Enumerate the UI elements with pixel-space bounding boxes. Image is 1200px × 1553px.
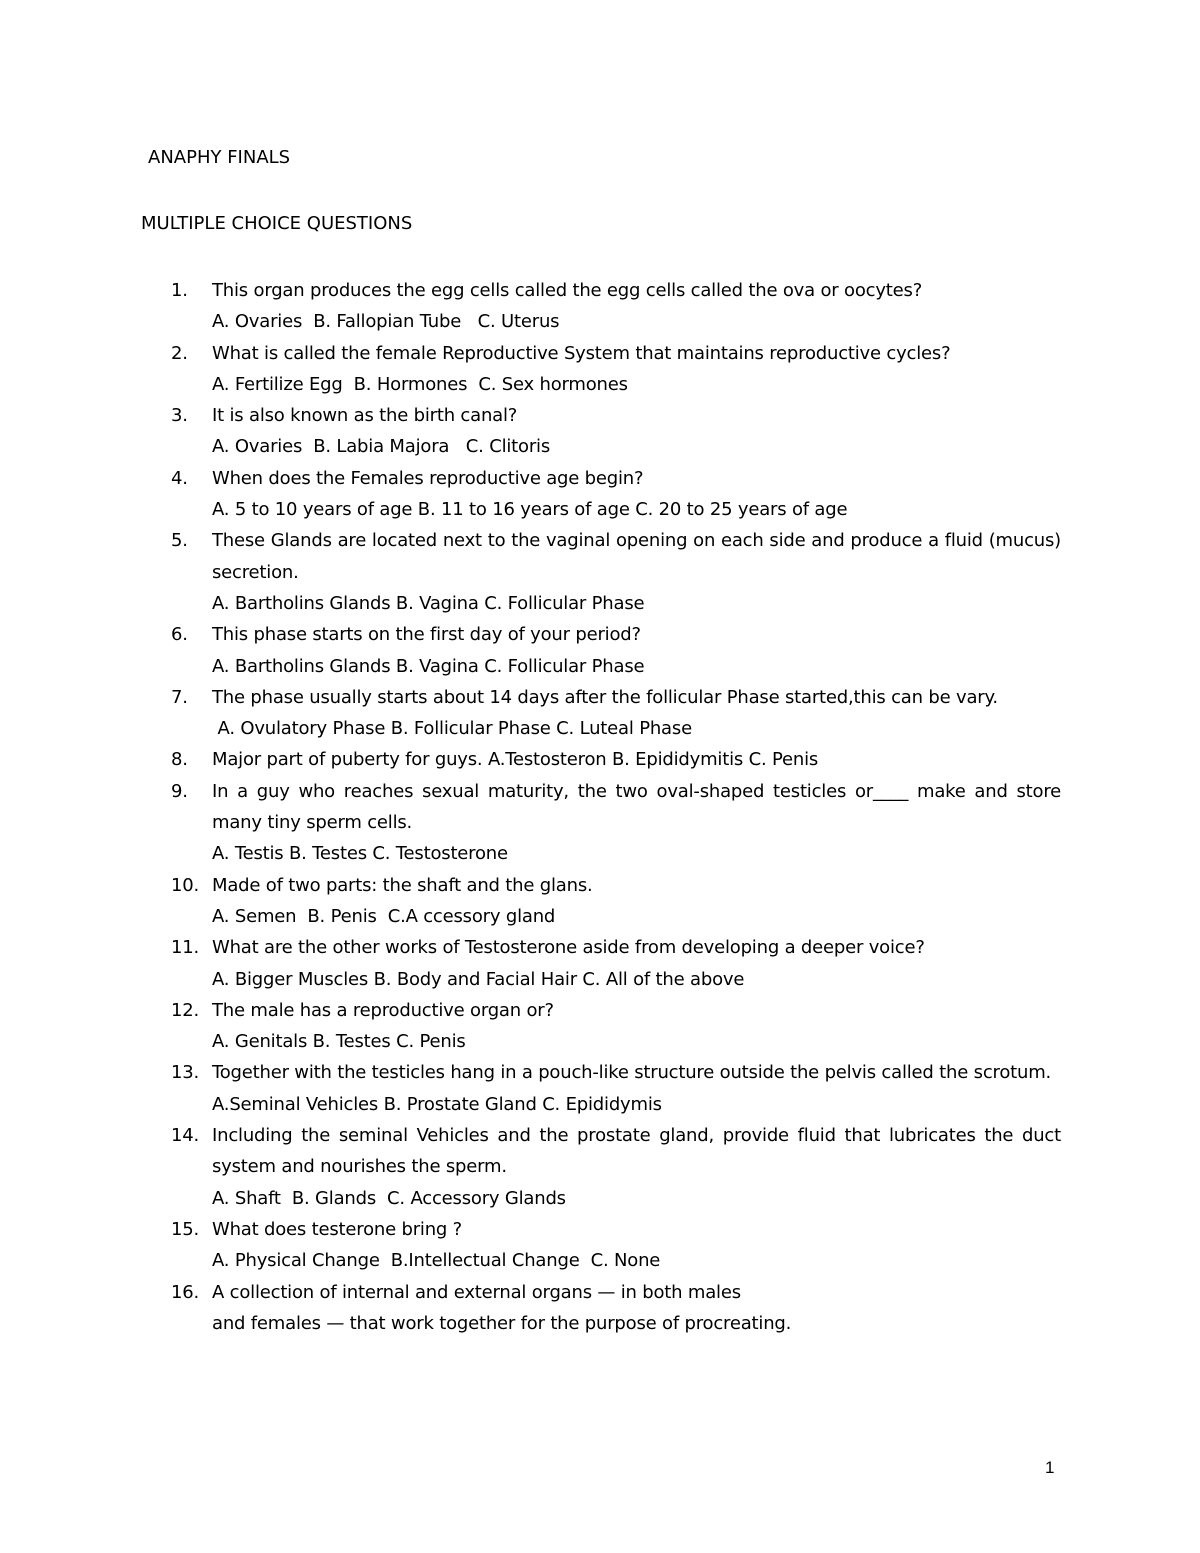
- question-text: A collection of internal and external organs — in both males: [212, 1281, 741, 1303]
- question-item: [171, 525, 1061, 619]
- question-item: [171, 744, 1061, 775]
- question-text: This phase starts on the first day of your period?: [212, 624, 641, 646]
- question-text: Made of two parts: the shaft and the glans.: [212, 874, 593, 896]
- page-number: 1: [1045, 1458, 1055, 1477]
- question-body: [212, 744, 1061, 775]
- question-body: [212, 1214, 1061, 1277]
- question-item: [171, 995, 1061, 1058]
- question-item: [171, 275, 1061, 338]
- question-options: A. Genitals B. Testes C. Penis: [212, 1031, 466, 1053]
- question-number: 4.: [171, 467, 188, 489]
- question-number: 5.: [171, 530, 188, 552]
- question-item: [171, 776, 1061, 870]
- question-text: What are the other works of Testosterone aside from developing a deeper voice?: [212, 937, 925, 959]
- question-body: [212, 870, 1061, 933]
- question-body: [212, 682, 1061, 745]
- question-body: [212, 525, 1061, 619]
- question-item: [171, 932, 1061, 995]
- question-number: 6.: [171, 624, 188, 646]
- question-text: Including the seminal Vehicles and the prostate gland, provide fluid that lubricates the duct system and nourishes the sperm.: [212, 1125, 1061, 1178]
- question-options: A. 5 to 10 years of age B. 11 to 16 years of age C. 20 to 25 years of age: [212, 499, 848, 521]
- question-text: Together with the testicles hang in a pouch-like structure outside the pelvis called the scrotum.: [212, 1062, 1052, 1084]
- question-number: 9.: [171, 780, 188, 802]
- question-text: What does testerone bring ?: [212, 1218, 463, 1240]
- question-body: [212, 1120, 1061, 1214]
- question-number: 12.: [171, 999, 200, 1021]
- question-item: [171, 619, 1061, 682]
- question-text: The phase usually starts about 14 days after the follicular Phase started,this can be vary.: [212, 686, 998, 708]
- question-body: [212, 932, 1061, 995]
- question-text: These Glands are located next to the vaginal opening on each side and produce a fluid (mucus) secretion.: [212, 530, 1061, 583]
- question-list: [171, 275, 1061, 1339]
- question-item: [171, 338, 1061, 401]
- question-body: [212, 338, 1061, 401]
- question-text: When does the Females reproductive age begin?: [212, 467, 644, 489]
- question-text: In a guy who reaches sexual maturity, the two oval-shaped testicles or____ make and store many tiny sperm cells.: [212, 780, 1061, 834]
- question-item: [171, 870, 1061, 933]
- question-options: A. Semen B. Penis C.A ccessory gland: [212, 905, 556, 927]
- document-title: ANAPHY FINALS: [148, 147, 291, 168]
- question-options: A. Bigger Muscles B. Body and Facial Hair C. All of the above: [212, 968, 745, 990]
- question-number: 16.: [171, 1281, 200, 1303]
- question-text: It is also known as the birth canal?: [212, 405, 518, 427]
- question-number: 11.: [171, 937, 200, 959]
- question-options: A. Bartholins Glands B. Vagina C. Follicular Phase: [212, 592, 645, 614]
- question-number: 2.: [171, 342, 188, 364]
- question-number: 13.: [171, 1062, 200, 1084]
- question-item: [171, 1214, 1061, 1277]
- question-options: A. Ovaries B. Fallopian Tube C. Uterus: [212, 311, 560, 333]
- question-number: 10.: [171, 874, 200, 896]
- question-item: [171, 1277, 1061, 1340]
- section-heading: MULTIPLE CHOICE QUESTIONS: [141, 213, 413, 234]
- question-body: [212, 463, 1061, 526]
- question-body: [212, 275, 1061, 338]
- question-options: A. Ovaries B. Labia Majora C. Clitoris: [212, 436, 551, 458]
- question-item: [171, 1057, 1061, 1120]
- question-number: 7.: [171, 686, 188, 708]
- question-options: A. Ovulatory Phase B. Follicular Phase C. Luteal Phase: [212, 718, 692, 740]
- question-options: A.Seminal Vehicles B. Prostate Gland C. Epididymis: [212, 1093, 662, 1115]
- question-item: [171, 463, 1061, 526]
- question-text: The male has a reproductive organ or?: [212, 999, 554, 1021]
- question-body: [212, 776, 1061, 870]
- question-body: [212, 995, 1061, 1058]
- question-body: [212, 619, 1061, 682]
- question-number: 3.: [171, 405, 188, 427]
- question-text: This organ produces the egg cells called the egg cells called the ova or oocytes?: [212, 280, 923, 301]
- question-number: 15.: [171, 1218, 200, 1240]
- question-number: 8.: [171, 749, 188, 771]
- question-body: [212, 400, 1061, 463]
- question-body: [212, 1057, 1061, 1120]
- question-options: and females — that work together for the purpose of procreating.: [212, 1312, 792, 1334]
- question-text: What is called the female Reproductive System that maintains reproductive cycles?: [212, 342, 951, 364]
- question-options: A. Physical Change B.Intellectual Change C. None: [212, 1250, 661, 1272]
- question-text: Major part of puberty for guys. A.Testosteron B. Epididymitis C. Penis: [212, 749, 819, 771]
- question-number: 14.: [171, 1125, 200, 1147]
- question-item: [171, 400, 1061, 463]
- question-item: [171, 1120, 1061, 1214]
- question-body: [212, 1277, 1061, 1340]
- question-number: 1.: [171, 280, 188, 301]
- question-item: [171, 682, 1061, 745]
- question-options: A. Shaft B. Glands C. Accessory Glands: [212, 1187, 566, 1209]
- question-options: A. Fertilize Egg B. Hormones C. Sex hormones: [212, 373, 628, 395]
- question-options: A. Bartholins Glands B. Vagina C. Follicular Phase: [212, 655, 645, 677]
- question-options: A. Testis B. Testes C. Testosterone: [212, 843, 508, 865]
